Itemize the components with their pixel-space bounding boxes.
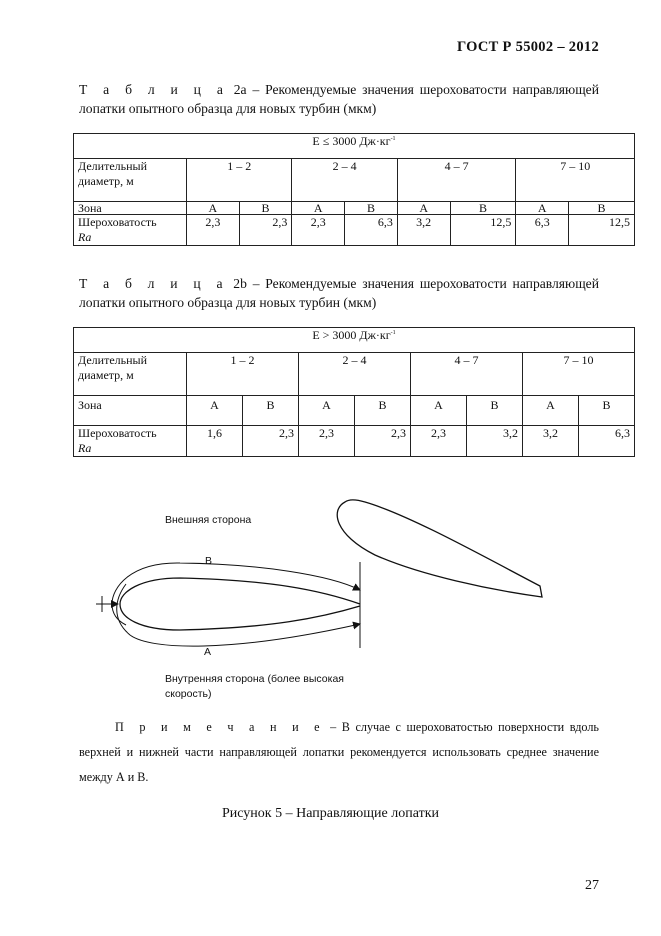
table-a-value: 2,3 xyxy=(239,215,292,246)
table-a-energy xyxy=(74,134,635,159)
table-b-zone: B xyxy=(243,396,299,426)
note xyxy=(79,715,599,790)
table-b-zone: A xyxy=(299,396,355,426)
table-a-range: 2 – 4 xyxy=(292,159,397,202)
table-b-caption-id: 2b xyxy=(233,276,247,291)
table-b-roughness-text: Шероховатость xyxy=(78,426,157,440)
table-b-energy xyxy=(74,328,635,353)
table-b-zone: A xyxy=(187,396,243,426)
table-b-roughness-sym: Ra xyxy=(78,441,92,455)
table-b-caption-prefix: Т а б л и ц а xyxy=(79,276,228,291)
table-b-diameter-label: Делительный диаметр, м xyxy=(74,353,187,396)
table-b-value: 2,3 xyxy=(243,426,299,457)
table-a-roughness-text: Шероховатость xyxy=(78,215,157,229)
table-a xyxy=(73,133,635,246)
table-b-zone: B xyxy=(579,396,635,426)
table-b-range: 1 – 2 xyxy=(187,353,299,396)
table-b-value: 3,2 xyxy=(523,426,579,457)
table-b-value: 2,3 xyxy=(299,426,355,457)
table-a-zone-label: Зона xyxy=(74,202,187,215)
document-header: ГОСТ Р 55002 – 2012 xyxy=(456,39,599,55)
inner-side-label-line1: Внутренняя сторона (более высокая xyxy=(165,673,344,685)
table-b-range: 2 – 4 xyxy=(299,353,411,396)
blade-section xyxy=(120,578,360,630)
table-a-range: 1 – 2 xyxy=(187,159,292,202)
table-b-value: 1,6 xyxy=(187,426,243,457)
table-a-value: 2,3 xyxy=(292,215,345,246)
table-a-diameter-label: Делительный диаметр, м xyxy=(74,159,187,202)
table-b xyxy=(73,327,635,457)
note-prefix: П р и м е ч а н и е xyxy=(115,720,325,734)
table-a-zone: B xyxy=(345,202,398,215)
table-b-roughness-label xyxy=(74,426,187,457)
table-a-range: 4 – 7 xyxy=(397,159,516,202)
table-b-range: 7 – 10 xyxy=(523,353,635,396)
outer-side-label: Внешняя сторона xyxy=(165,514,252,526)
table-b-zone: A xyxy=(411,396,467,426)
table-a-zone: A xyxy=(292,202,345,215)
table-b-value: 2,3 xyxy=(355,426,411,457)
table-a-roughness-sym: Ra xyxy=(78,230,92,244)
table-a-energy-text: E ≤ 3000 Дж·кг xyxy=(312,134,391,148)
table-a-value: 6,3 xyxy=(516,215,569,246)
table-a-zone: A xyxy=(516,202,569,215)
table-b-value: 6,3 xyxy=(579,426,635,457)
inner-side-label-line2: скорость) xyxy=(165,688,212,700)
table-a-caption-prefix: Т а б л и ц а xyxy=(79,82,228,97)
table-b-zone-label: Зона xyxy=(74,396,187,426)
table-a-value: 12,5 xyxy=(450,215,516,246)
table-a-range: 7 – 10 xyxy=(516,159,635,202)
table-b-zone: A xyxy=(523,396,579,426)
table-a-zone: A xyxy=(397,202,450,215)
table-a-value: 12,5 xyxy=(569,215,635,246)
note-text: – В случае с шероховатостью поверхности вдоль верхней и нижней части направляющей лопатки рекомендуется использовать среднее значение между А и В. xyxy=(79,720,599,784)
airfoil-outline xyxy=(337,500,542,597)
table-a-caption-id: 2a xyxy=(233,82,247,97)
figure-caption: Рисунок 5 – Направляющие лопатки xyxy=(222,806,439,821)
table-a-energy-exp: -1 xyxy=(390,136,396,142)
table-b-caption xyxy=(79,274,599,312)
table-a-caption-text: – Рекомендуемые значения шероховатости направляющей лопатки опытного образца для новых турбин (мкм) xyxy=(79,82,599,116)
label-b: B xyxy=(205,555,213,567)
table-b-zone: B xyxy=(355,396,411,426)
table-a-zone: B xyxy=(239,202,292,215)
table-a-value: 2,3 xyxy=(187,215,240,246)
table-b-value: 2,3 xyxy=(411,426,467,457)
table-b-caption-text: – Рекомендуемые значения шероховатости направляющей лопатки опытного образца для новых турбин (мкм) xyxy=(79,276,599,310)
label-a: A xyxy=(204,646,212,658)
page-number: 27 xyxy=(585,878,599,893)
table-a-zone: B xyxy=(450,202,516,215)
table-a-value: 6,3 xyxy=(345,215,398,246)
table-b-zone: B xyxy=(467,396,523,426)
table-a-value: 3,2 xyxy=(397,215,450,246)
table-b-value: 3,2 xyxy=(467,426,523,457)
table-a-zone: B xyxy=(569,202,635,215)
table-a-zone: A xyxy=(187,202,240,215)
table-b-energy-text: E > 3000 Дж·кг xyxy=(312,328,391,342)
table-a-caption xyxy=(79,80,599,118)
table-b-energy-exp: -1 xyxy=(390,330,396,336)
table-b-range: 4 – 7 xyxy=(411,353,523,396)
table-a-roughness-label xyxy=(74,215,187,246)
